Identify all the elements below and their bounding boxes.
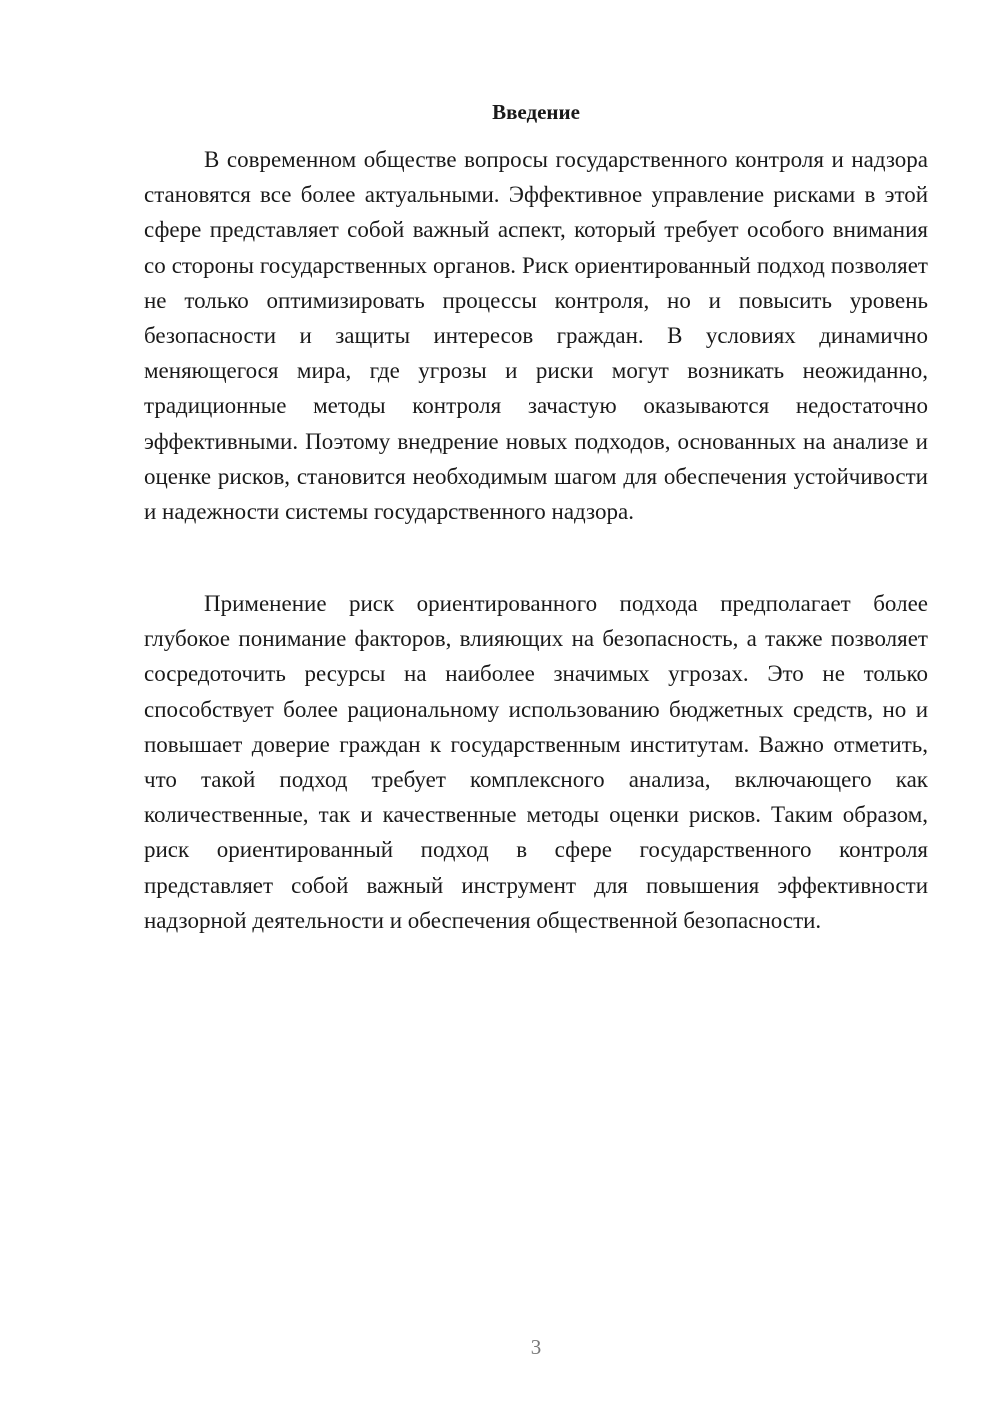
body-paragraph-2: Применение риск ориентированного подхода предполагает более глубокое понимание факторов, влияющих на безопасность, а также позволяет сосредоточить ресурсы на наиболее значимых угрозах. Это не только способствует более рациональному использованию бюджетных средств, но и повышает доверие граждан к государственным институтам. Важно отметить, что такой подход требует комплексного анализа, включающего как количественные, так и качественные методы оценки рисков. Таким образом, риск ориентированный подход в сфере государственного контроля представляет собой важный инструмент для повышения эффективности надзорной деятельности и обеспечения общественной безопасности. [144, 591, 928, 933]
body-paragraph-1: В современном обществе вопросы государственного контроля и надзора становятся все более актуальными. Эффективное управление рисками в этой сфере представляет собой важный аспект, который требует особого внимания со стороны государственных органов. Риск ориентированный подход позволяет не только оптимизировать процессы контроля, но и повысить уровень безопасности и защиты интересов граждан. В условиях динамично меняющегося мира, где угрозы и риски могут возникать неожиданно, традиционные методы контроля зачастую оказываются недостаточно эффективными. Поэтому внедрение новых подходов, основанных на анализе и оценке рисков, становится необходимым шагом для обеспечения устойчивости и надежности системы государственного надзора. [144, 147, 928, 525]
page-number: 3 [530, 1335, 542, 1359]
page-title: Введение [492, 100, 580, 124]
